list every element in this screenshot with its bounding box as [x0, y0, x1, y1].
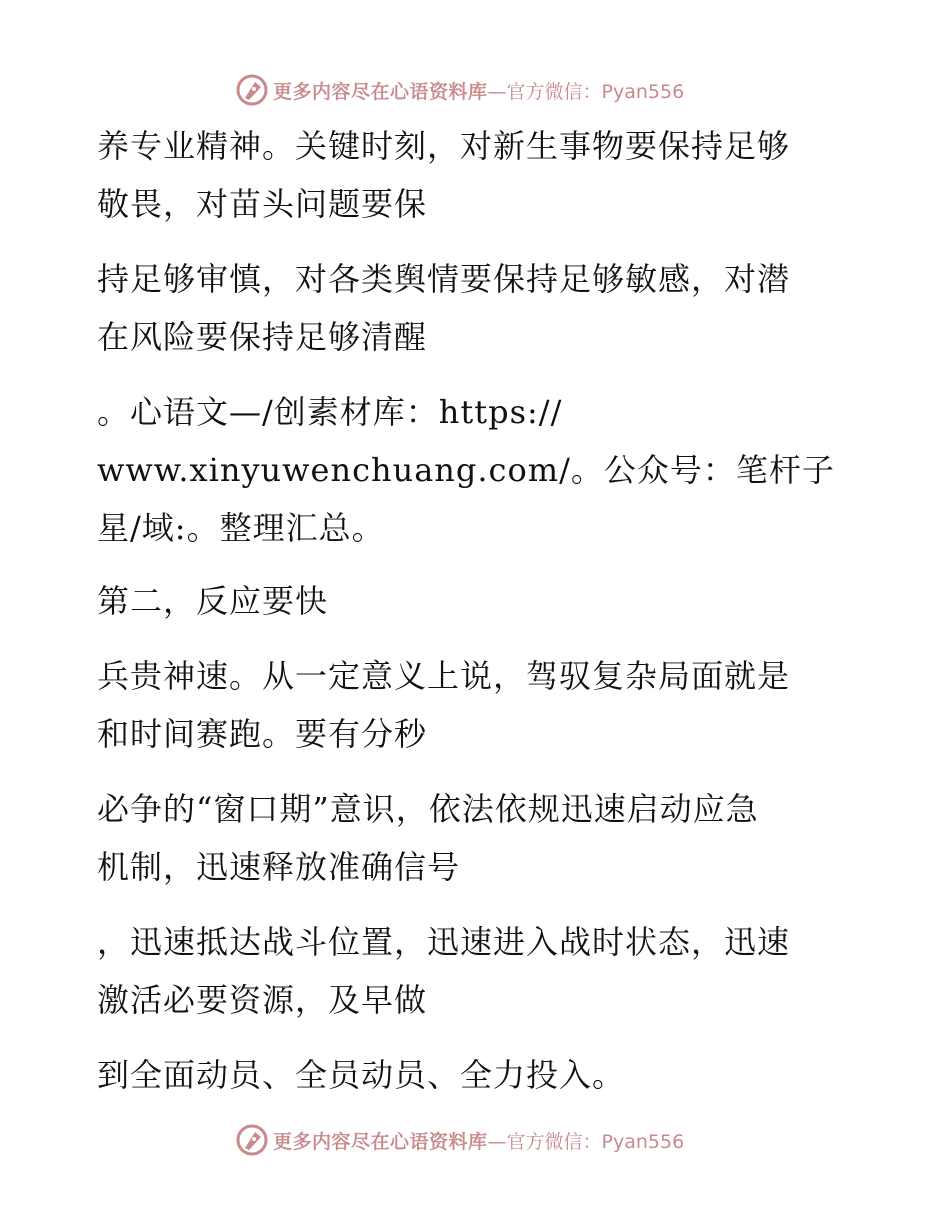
text-line: 激活必要资源，及早做: [97, 981, 428, 1019]
text-line: 。心语文—/创素材库：https://: [97, 393, 563, 431]
watermark-banner-top: [235, 72, 684, 108]
text-line: www.xinyuwenchuang.com/。公众号：笔杆子: [97, 451, 835, 489]
text-line: ，迅速抵达战斗位置，迅速进入战时状态，迅速: [97, 923, 791, 961]
watermark-main-text: 更多内容尽在心语资料库: [273, 80, 488, 103]
text-line: 和时间赛跑。要有分秒: [97, 715, 428, 753]
text-line: 兵贵神速。从一定意义上说，驾驭复杂局面就是: [97, 657, 791, 695]
pen-nib-logo-icon: [235, 1123, 269, 1157]
watermark-contact-text: —官方微信：Pyan556: [487, 1130, 685, 1153]
text-line: 持足够审慎，对各类舆情要保持足够敏感，对潜: [97, 260, 791, 298]
text-line: 在风险要保持足够清醒: [97, 318, 428, 356]
watermark-main-text: 更多内容尽在心语资料库: [273, 1130, 488, 1153]
text-line: 必争的“窗口期”意识，依法依规迅速启动应急: [97, 790, 759, 828]
text-line: 机制，迅速释放准确信号: [97, 848, 461, 886]
pen-nib-logo-icon: [235, 73, 269, 107]
watermark-banner-bottom: [235, 1122, 684, 1158]
text-line: 星/域:。整理汇总。: [97, 509, 385, 547]
text-line: 到全面动员、全员动员、全力投入。: [97, 1056, 626, 1094]
text-line: 养专业精神。关键时刻，对新生事物要保持足够: [97, 127, 791, 165]
section-heading: 第二，反应要快: [97, 582, 329, 620]
text-line: 敬畏，对苗头问题要保: [97, 185, 428, 223]
watermark-contact-text: —官方微信：Pyan556: [487, 80, 685, 103]
